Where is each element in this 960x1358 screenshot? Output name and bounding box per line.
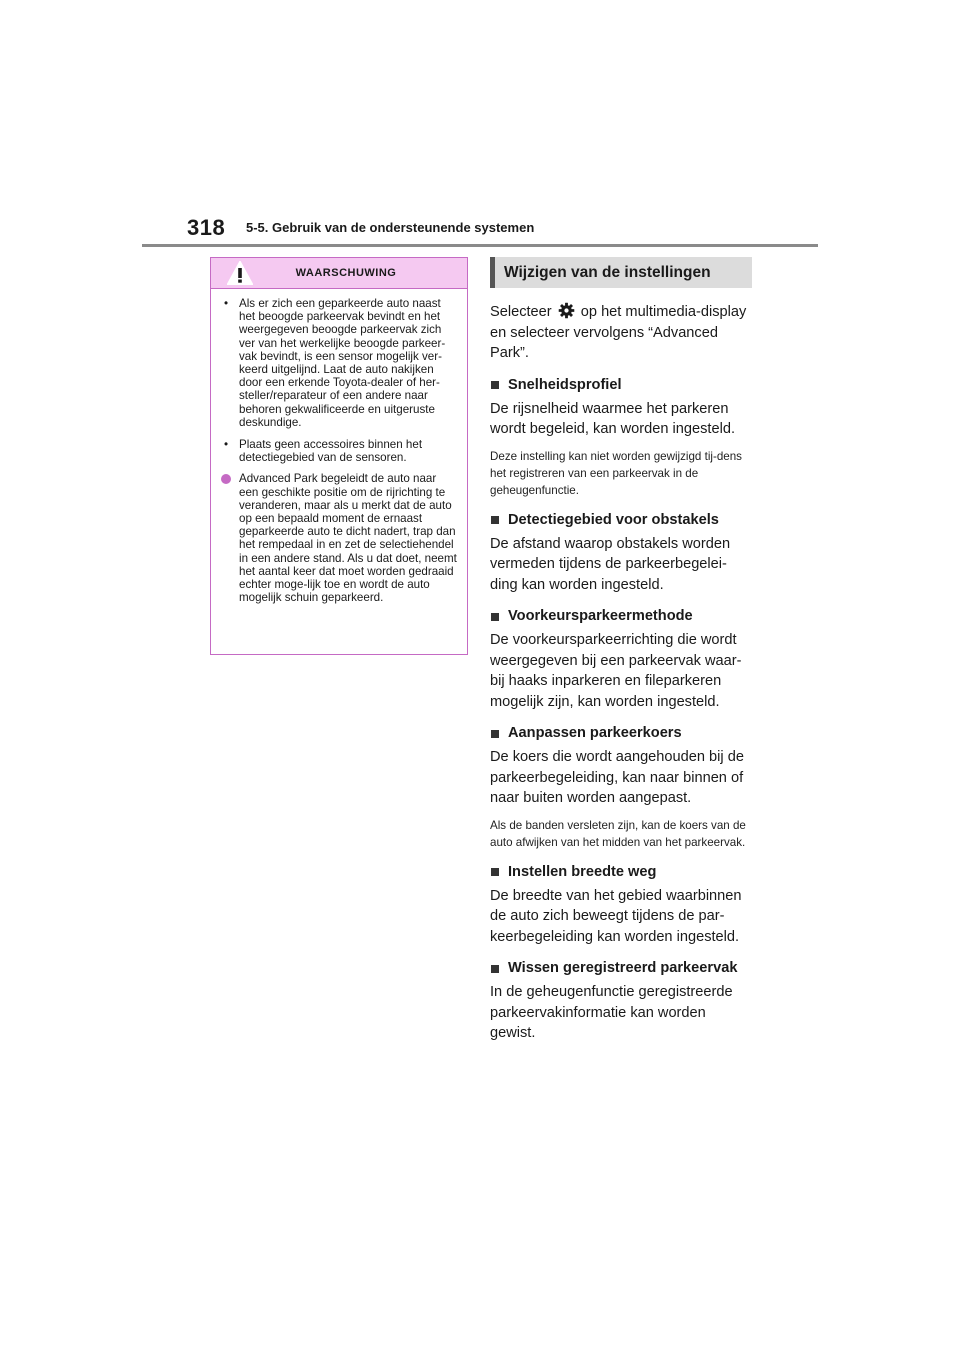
warning-item: • Als er zich een geparkeerde auto naast het beoogde parkeervak bevindt en het weergegeven beoogde parkeervak zich ver van het werkelijke beoogde parkeer-vak bevindt, is een sensor mogelijk ver-keerd uitgelijnd. Laat de auto nakijken door een erkende Toyota-dealer of her-steller/reparateur of een andere naar behoren gekwalificeerde en uitgeruste deskundige. [224, 297, 446, 429]
setting-text: In de geheugenfunctie geregistreerde parkeervakinformatie kan worden gewist. [490, 984, 733, 1041]
setting-title: Snelheidsprofiel [508, 376, 622, 393]
settings-intro [490, 302, 752, 364]
setting-section [490, 511, 752, 596]
square-bullet-icon [491, 613, 499, 621]
setting-text: De voorkeursparkeerrichting die wordt weergegeven bij een parkeervak waar-bij haaks inparkeren en fileparkeren mogelijk zijn, kan worden ingesteld. [490, 632, 742, 710]
setting-title: Detectiegebied voor obstakels [508, 511, 719, 528]
warning-item: • Plaats geen accessoires binnen het detectiegebied van de sensoren. [224, 438, 423, 465]
intro-text-before: Selecteer [490, 304, 552, 320]
page-number: 318 [187, 215, 226, 240]
setting-text: De rijsnelheid waarmee het parkeren wordt begeleid, kan worden ingesteld. [490, 400, 736, 437]
setting-text: De afstand waarop obstakels worden vermeden tijdens de parkeerbegelei-ding kan worden ingesteld. [490, 535, 731, 593]
warning-icon [227, 261, 253, 285]
setting-title: Instellen breedte weg [508, 863, 657, 880]
square-bullet-icon [491, 730, 499, 738]
warning-item-text: Plaats geen accessoires binnen het detectiegebied van de sensoren. [239, 438, 423, 465]
settings-header: Wijzigen van de instellingen [490, 257, 752, 288]
setting-title: Wissen geregistreerd parkeervak [508, 960, 738, 976]
setting-section [490, 863, 752, 948]
section-heading: 5-5. Gebruik van de ondersteunende systemen [246, 220, 535, 235]
setting-section [490, 724, 752, 851]
warning-header [211, 258, 467, 289]
setting-section [490, 607, 752, 712]
setting-section [490, 959, 752, 1044]
setting-text: De koers die wordt aangehouden bij de parkeerbegeleiding, kan naar binnen of naar buiten worden aangepast. [490, 749, 744, 806]
warning-note [221, 472, 457, 604]
square-bullet-icon [491, 868, 499, 876]
warning-note-text: Advanced Park begeleidt de auto naar een geschikte positie om de rijrichting te veranderen, maar als u merkt dat de auto op een bepaald moment de ernaast geparkeerde auto te dicht nadert, trap dan het rempedaal in en zet de selectiehendel in een andere stand. Als u dat doet, neemt het aantal keer dat moet worden gedraaid echter moge-lijk toe en wordt de auto mogelijk schuin geparkeerd. [239, 472, 457, 605]
intro-text-after: op het multimedia-display en selecteer vervolgens “Advanced Park”. [490, 304, 747, 361]
warning-item-text: Als er zich een geparkeerde auto naast het beoogde parkeervak bevindt en het weergegeven beoogde parkeervak zich ver van het werkelijke beoogde parkeer-vak bevindt, is een sensor mogelijk ver-keerd uitgelijnd. Laat de auto nakijken door een erkende Toyota-dealer of her-steller/reparateur of een andere naar behoren gekwalificeerde en uitgeruste deskundige. [239, 297, 446, 429]
gear-icon [558, 302, 575, 319]
square-bullet-icon [491, 965, 499, 973]
setting-note: Als de banden versleten zijn, kan de koers van de auto afwijken van het midden van het parkeervak. [490, 818, 746, 849]
warning-body [211, 289, 467, 604]
setting-text: De breedte van het gebied waarbinnen de auto zich beweegt tijdens de par-keerbegeleiding kan worden ingesteld. [490, 887, 742, 945]
header-rule [142, 244, 818, 247]
setting-title: Voorkeursparkeermethode [508, 608, 693, 624]
square-bullet-icon [491, 381, 499, 389]
warning-box [210, 257, 468, 655]
setting-title: Aanpassen parkeerkoers [508, 725, 682, 741]
setting-section [490, 376, 752, 499]
warning-title: WAARSCHUWING [295, 267, 397, 279]
pink-dot-icon [221, 474, 231, 484]
setting-note: Deze instelling kan niet worden gewijzigd tij-dens het registreren van een parkeervak in de geheugenfunctie. [490, 449, 742, 497]
square-bullet-icon [491, 516, 499, 524]
settings-column [490, 257, 752, 1044]
